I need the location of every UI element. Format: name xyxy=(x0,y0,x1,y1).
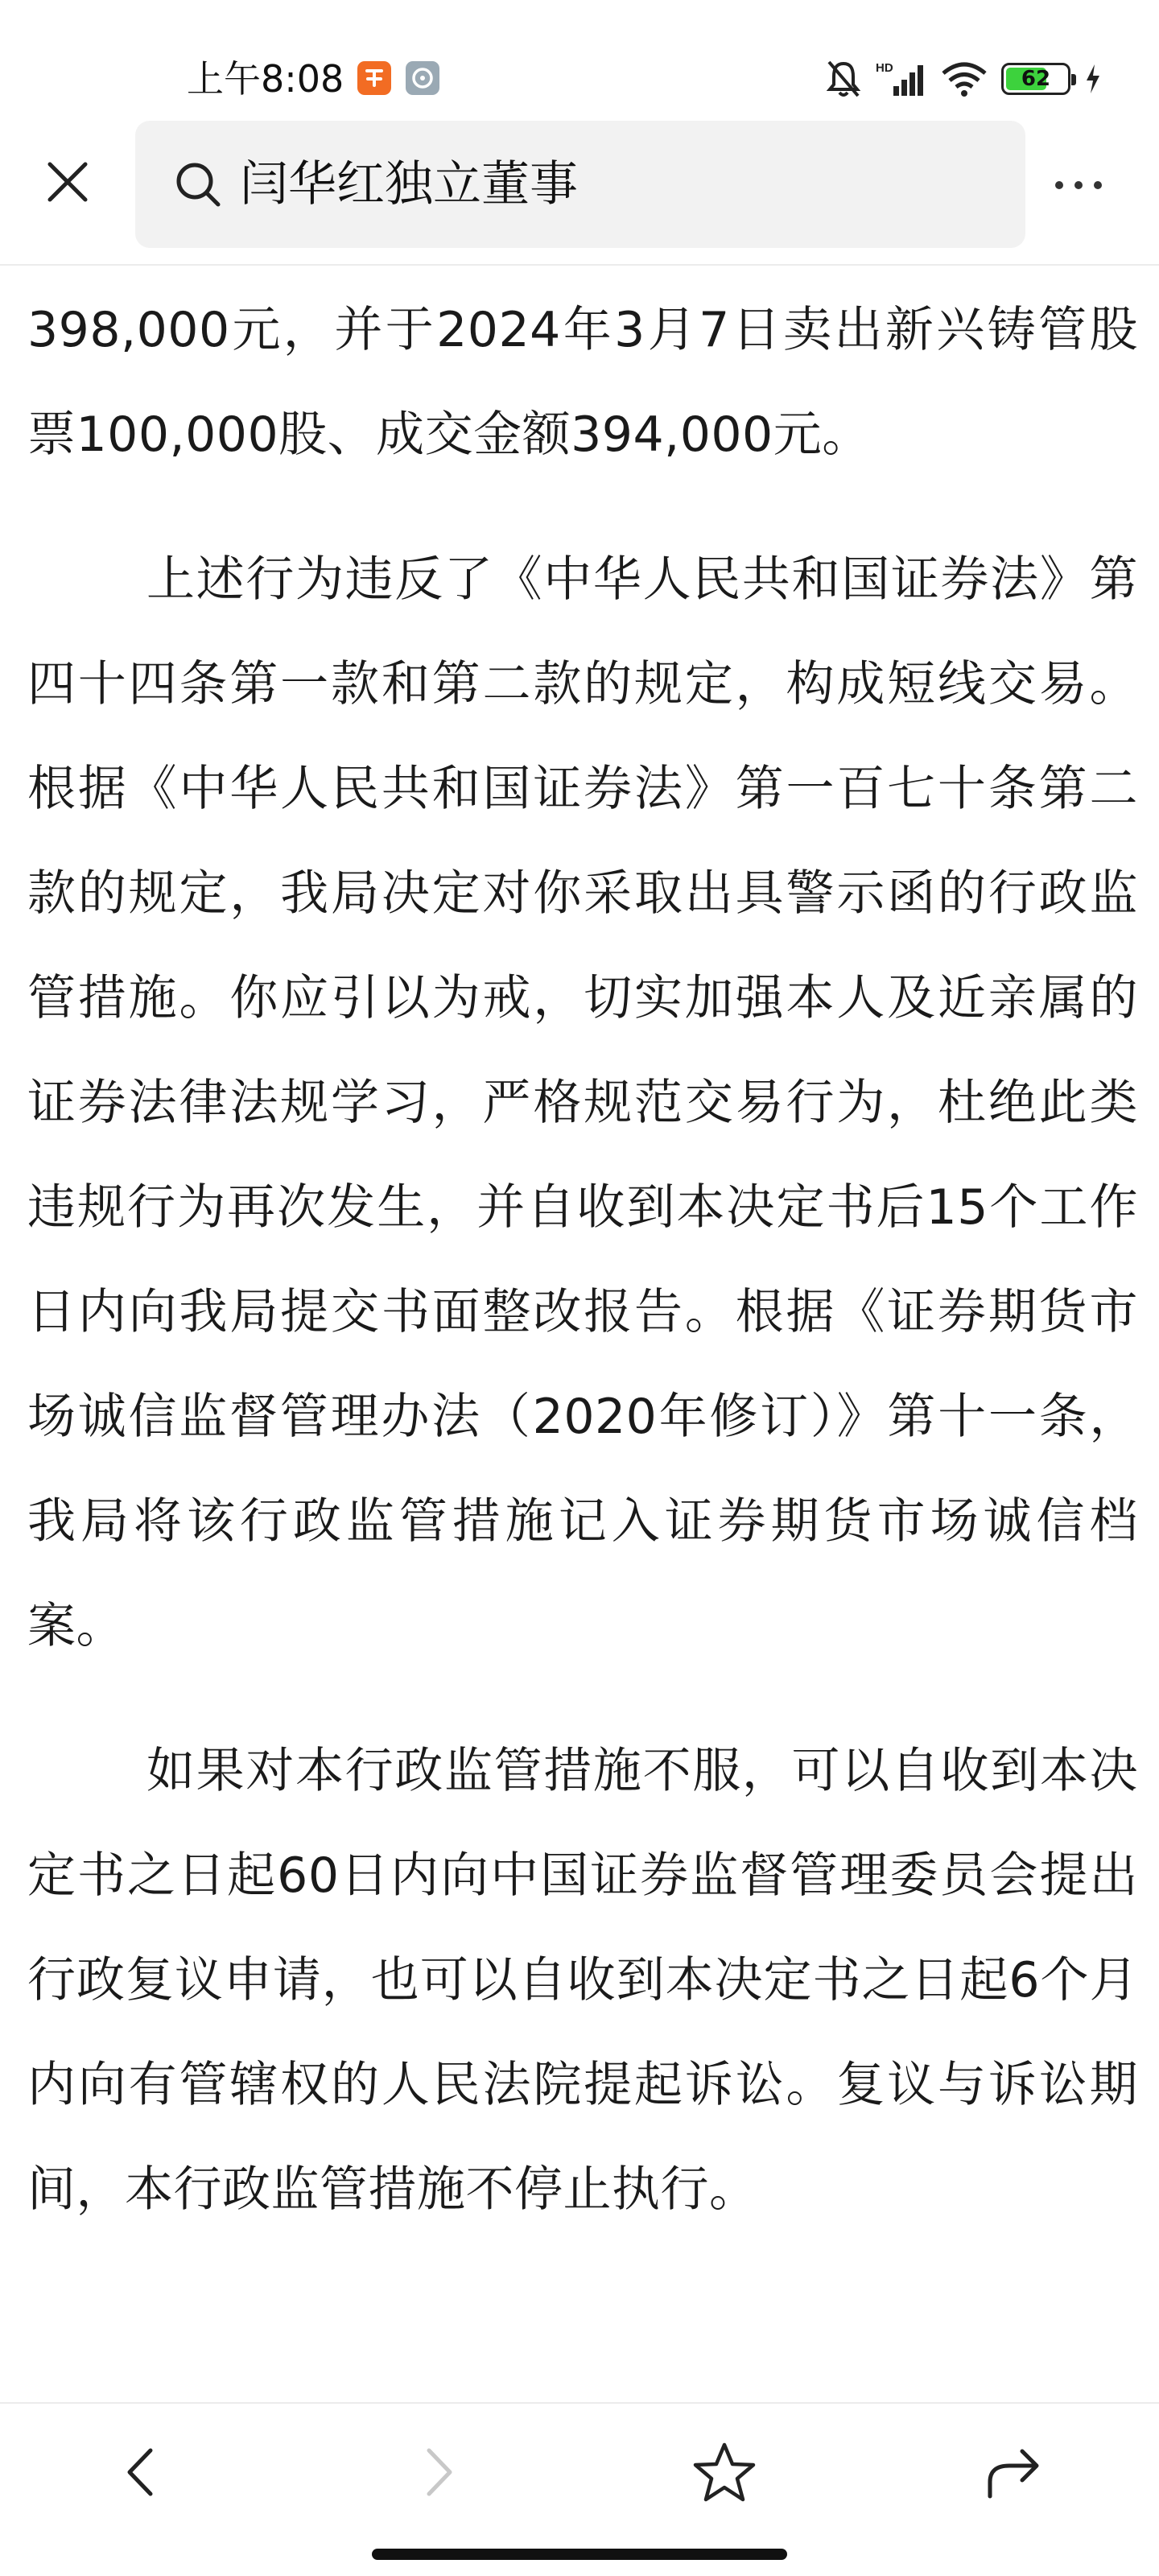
more-dots-icon xyxy=(1055,181,1063,189)
paragraph-1: 398,000元，并于2024年3月7日卖出新兴铸管股票100,000股、成交金额394,000元。 xyxy=(27,302,1138,463)
home-indicator[interactable] xyxy=(372,2549,787,2560)
forward-button[interactable] xyxy=(402,2436,475,2508)
search-icon xyxy=(174,160,222,208)
grey-app-icon xyxy=(406,61,439,95)
status-time: 上午8:08 xyxy=(187,57,344,101)
status-bar xyxy=(0,0,1159,121)
hd-signal-icon xyxy=(876,59,927,99)
article-body xyxy=(27,278,1138,2242)
paragraph-2: 上述行为违反了《中华人民共和国证券法》第四十四条第一款和第二款的规定，构成短线交易。根据《中华人民共和国证券法》第一百七十条第二款的规定，我局决定对你采取出具警示函的行政监管措施。你应引以为戒，切实加强本人及近亲属的证券法律法规学习，严格规范交易行为，杜绝此类违规行为再次发生，并自收到本决定书后15个工作日内向我局提交书面整改报告。根据《证券期货市场诚信监督管理办法（2020年修订）》第十一条，我局将该行政监管措施记入证券期货市场诚信档案。 xyxy=(27,551,1138,1654)
forward-icon xyxy=(415,2444,463,2500)
search-query: 闫华红独立董事 xyxy=(240,156,578,213)
status-icons xyxy=(824,56,1103,101)
more-options-button[interactable] xyxy=(1046,153,1111,217)
bottom-navigation xyxy=(0,2407,1159,2528)
search-header xyxy=(0,121,1159,262)
back-button[interactable] xyxy=(105,2436,177,2508)
share-icon xyxy=(982,2442,1046,2503)
favorite-button[interactable] xyxy=(688,2436,761,2508)
paragraph-3: 如果对本行政监管措施不服，可以自收到本决定书之日起60日内向中国证券监督管理委员会提出行政复议申请，也可以自收到本决定书之日起6个月内向有管辖权的人民法院提起诉讼。复议与诉讼期间，本行政监管措施不停止执行。 xyxy=(27,1743,1138,2218)
search-input[interactable] xyxy=(135,121,1025,248)
wifi-icon xyxy=(940,60,988,97)
mute-bell-icon xyxy=(824,59,863,99)
close-icon xyxy=(45,159,90,204)
share-button[interactable] xyxy=(978,2436,1050,2508)
charging-icon xyxy=(1083,63,1103,95)
svg-text:HD: HD xyxy=(876,61,893,75)
battery-level: 62 xyxy=(1021,67,1051,91)
bottom-divider xyxy=(0,2402,1159,2404)
star-icon xyxy=(692,2440,757,2504)
battery-icon xyxy=(1001,63,1070,95)
header-divider xyxy=(0,264,1159,266)
close-button[interactable] xyxy=(39,153,97,211)
orange-app-icon xyxy=(357,61,391,95)
back-icon xyxy=(117,2444,165,2500)
